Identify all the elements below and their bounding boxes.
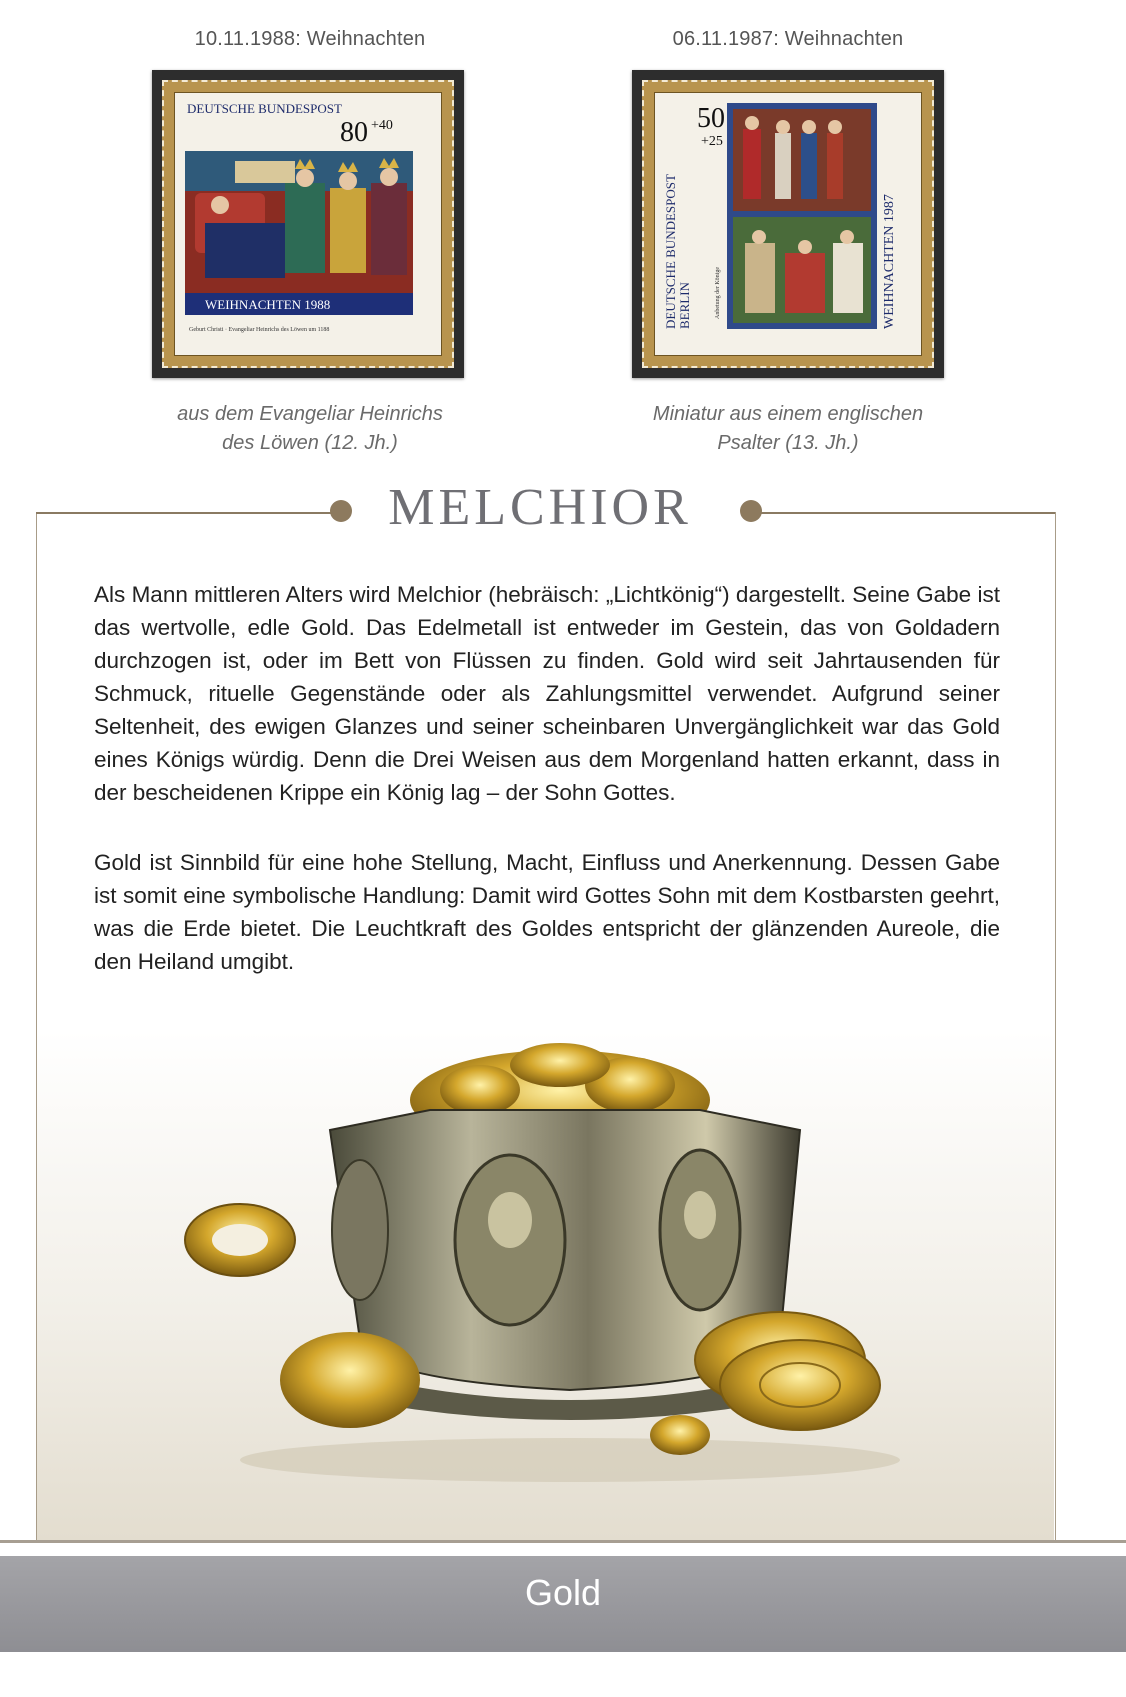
stamp-1-caption — [110, 400, 510, 458]
frame-top-line-right — [760, 512, 1055, 514]
stamp-2-perforation — [642, 80, 934, 368]
footer-divider — [0, 1540, 1126, 1543]
stamp-2-value: 50 — [697, 103, 725, 134]
stamp-2-surcharge: +25 — [701, 134, 723, 149]
stamp-2-caption-line2: Psalter (13. Jh.) — [717, 432, 859, 454]
stamp-1-footer: Geburt Christi · Evangeliar Heinrichs des Löwen um 1188 — [189, 327, 330, 333]
gold-treasure-image — [180, 1040, 920, 1490]
stamp-2-side-text: WEIHNACHTEN 1987 — [882, 194, 897, 329]
stamp-1-caption-line1: aus dem Evangeliar Heinrichs — [177, 403, 443, 425]
stamp-1-value: 80 — [340, 117, 368, 148]
stamp-1-artwork — [175, 93, 423, 339]
stamp-1-banner: WEIHNACHTEN 1988 — [205, 297, 331, 312]
stamp-2-issuer-line2: BERLIN — [677, 282, 692, 329]
stamp-2-date: 06.11.1987: Weihnachten — [672, 28, 904, 50]
stamp-1-date: 10.11.1988: Weihnachten — [194, 28, 426, 50]
ornament-dot-left — [330, 500, 352, 522]
stamp-2-artwork — [655, 93, 903, 339]
section-title: MELCHIOR — [388, 479, 692, 536]
frame-top-line-left — [36, 512, 340, 514]
stamp-2-image — [632, 70, 944, 378]
stamp-2-small-caption: Anbetung der Könige — [715, 267, 721, 319]
stamp-1-issuer: DEUTSCHE BUNDESPOST — [187, 101, 342, 116]
stamp-1-image — [152, 70, 464, 378]
stamp-1-perforation — [162, 80, 454, 368]
stamp-1-surcharge: +40 — [371, 118, 393, 133]
stamp-2-issuer-line1: DEUTSCHE BUNDESPOST — [663, 174, 678, 329]
paragraph-1: Als Mann mittleren Alters wird Melchior (hebräisch: „Lichtkönig“) dargestellt. Seine Gabe ist das wertvolle, edle Gold. Das Edelmetall ist entweder im Gestein, das von Goldadern durchzogen ist, oder im Bett von Flüssen zu finden. Gold wird seit Jahrtausenden für Schmuck, rituelle Gegenstände oder als Zahlungsmittel verwendet. Aufgrund seiner Seltenheit, des ewigen Glanzes und seiner scheinbaren Unvergänglichkeit war das Gold eines Königs würdig. Denn die Drei Weisen aus dem Morgenland hatten erkannt, dass in der bescheidenen Krippe ein König lag – der Sohn Gottes. — [94, 582, 1000, 805]
stamp-1-caption-line2: des Löwen (12. Jh.) — [222, 432, 398, 454]
stamp-2-caption-line1: Miniatur aus einem englischen — [652, 403, 924, 425]
footer-label: Gold — [524, 1572, 602, 1613]
stamp-2-caption — [588, 400, 988, 458]
paragraph-2: Gold ist Sinnbild für eine hohe Stellung, Macht, Einfluss und Anerkennung. Dessen Gabe ist somit eine symbolische Handlung: Damit wird Gottes Sohn mit dem Kostbarsten geehrt, was die Erde bietet. Die Leuchtkraft des Goldes entspricht der glänzenden Aureole, die den Heiland umgibt. — [94, 850, 1000, 974]
ornament-dot-right — [740, 500, 762, 522]
